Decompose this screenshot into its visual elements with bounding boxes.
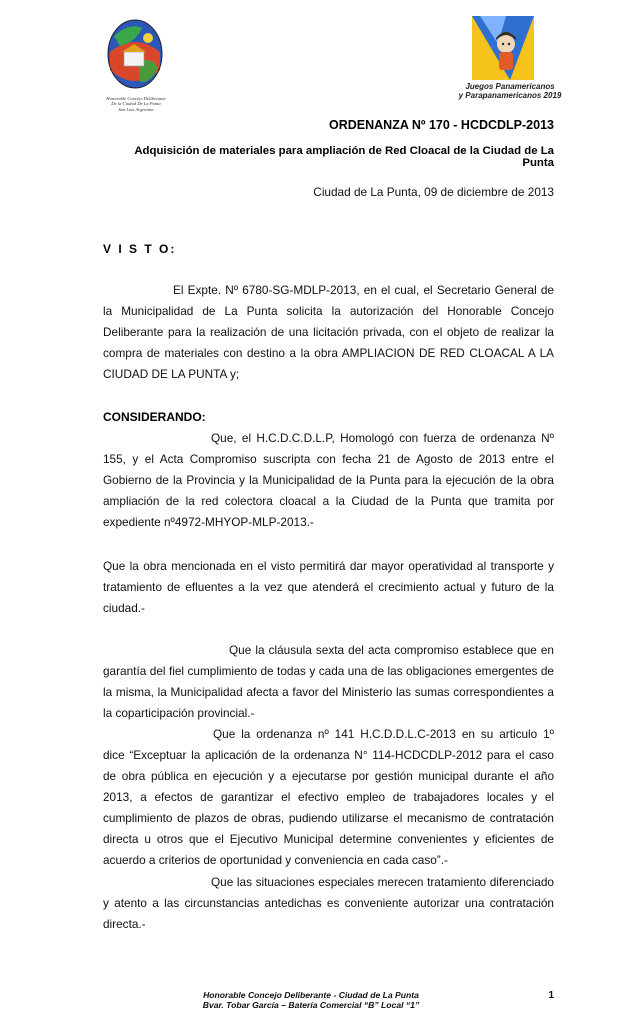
games-title-line: y Parapanamericanos 2019 — [458, 91, 562, 100]
seal-caption-line: Honorable Concejo Deliberante — [106, 96, 166, 101]
games-title — [430, 82, 590, 100]
ordinance-number: ORDENANZA Nº 170 - HCDCDLP-2013 — [329, 118, 554, 132]
seal-caption — [100, 96, 172, 112]
footer-line: Honorable Concejo Deliberante - Ciudad de La Punta — [203, 990, 419, 1000]
considerando-heading: CONSIDERANDO: — [103, 410, 206, 424]
panamerican-games-logo — [470, 14, 536, 82]
considerando-paragraph: Que la ordenanza nº 141 H.C.D.D.L.C-2013 en su articulo 1º dice “Exceptuar la aplicación de la ordenanza N° 114-HCDCDLP-2012 para el caso de obra pública en ejecución y a ejecutarse por gestión municipal durante el año 2013, a efectos de garantizar el efectivo empleo de trabajadores locales y el cumplimiento de plazos de obras, pudiendo utilizarse el mecanismo de contratación directa u otros que el Ejecutivo Municipal determine convenientes y eficientes de acuerdo a criterios de oportunidad y conveniencia en cada caso”.- — [103, 727, 554, 867]
council-seal-graphic — [100, 12, 170, 96]
considerando-paragraph: Que, el H.C.D.C.D.L.P, Homologó con fuerza de ordenanza Nº 155, y el Acta Compromiso suscripta con fecha 21 de Agosto de 2013 entre el Gobierno de la Provincia y la Municipalidad de la Punta para la ejecución de la obra ampliación de la red colectora cloacal a la Ciudad de la Punta que tramita por expediente nº4972-MHYOP-MLP-2013.- — [103, 431, 554, 529]
games-title-line: Juegos Panamericanos — [465, 82, 555, 91]
page-footer — [150, 990, 472, 1010]
footer-line: Bvar. Tobar García – Batería Comercial “B” Local “1” — [202, 1000, 420, 1010]
considerando-paragraph: Que las situaciones especiales merecen tratamiento diferenciado y atento a las circunstancias antedichas es conveniente autorizar una contratación directa.- — [103, 875, 554, 931]
visto-paragraph: El Expte. Nº 6780-SG-MDLP-2013, en el cual, el Secretario General de la Municipalidad de La Punta solicita la autorización del Honorable Concejo Deliberante para la realización de una licitación privada, con el objeto de realizar la compra de materiales con destino a la obra AMPLIACION DE RED CLOACAL A LA CIUDAD DE LA PUNTA y; — [103, 283, 554, 381]
considerando-paragraph: Que la obra mencionada en el visto permitirá dar mayor operatividad al transporte y tratamiento de efluentes a la vez que atenderá el crecimiento actual y futuro de la ciudad.- — [103, 559, 554, 615]
seal-caption-line: De la Ciudad De La Punta — [111, 101, 161, 107]
council-seal-logo — [100, 12, 170, 118]
visto-heading: V I S T O: — [103, 242, 177, 256]
considerando-paragraph: Que la cláusula sexta del acta compromiso establece que en garantía del fiel cumplimiento de todas y cada una de las obligaciones emergentes de la misma, la Municipalidad afecta a favor del Ministerio las sumas correspondientes a la coparticipación provincial.- — [103, 643, 554, 720]
games-mascot-graphic — [470, 14, 536, 82]
ordinance-subject: Adquisición de materiales para ampliación de Red Cloacal de la Ciudad de La Punta — [134, 145, 554, 169]
page-number: 1 — [548, 990, 554, 1001]
seal-caption-line: San Luis Argentina — [118, 106, 154, 112]
place-date: Ciudad de La Punta, 09 de diciembre de 2013 — [313, 185, 554, 199]
